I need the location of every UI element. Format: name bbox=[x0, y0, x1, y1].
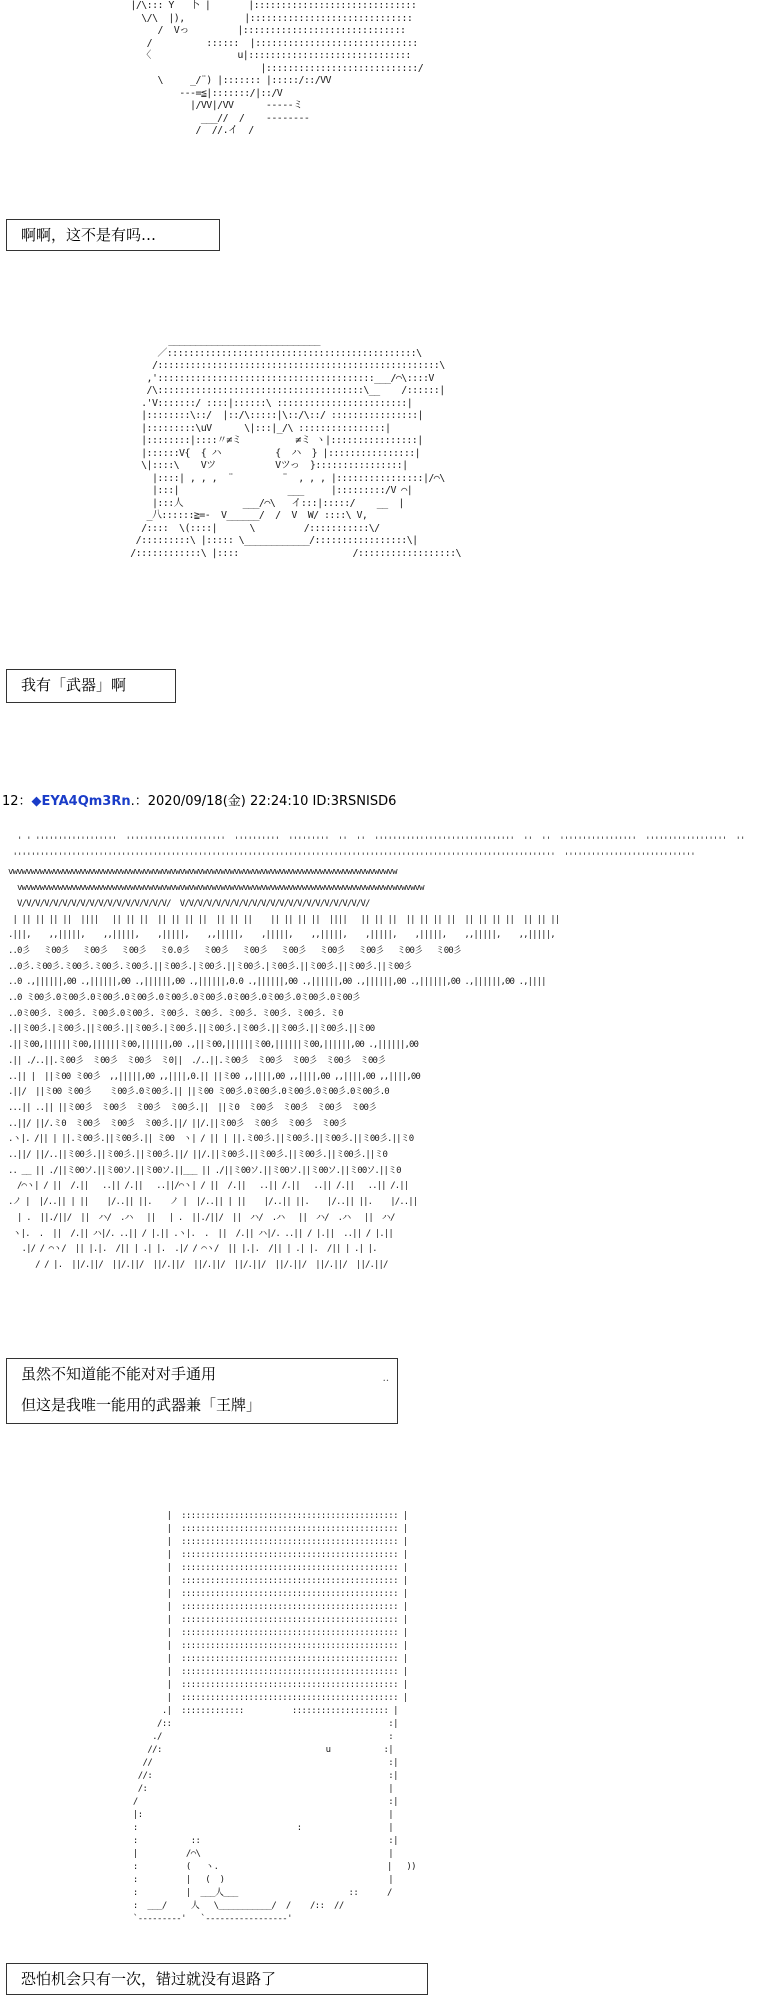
ascii-art-character: ____________________________ ／::::::::::::::::::::::::::::::::::::::::::::::\ /::::::::::::::::::::::::::::::::::::::::::::::::::::\ ,'::::::::::::::::::::::::::::::::::::::::___/⌒\::::V /\::::::::::::::::::::::::::::::::::::::\__ /::::::| .'V:::::::/ ::::|::::::\ ::::::::::::::::::::::::| |::::::::\::/ |::/\:::::|\::/\::/ ::::::::::::::::| |:::::::::\uV \|:::|_/\ ::::::::::::::::| |::::::::|::::〃≠ミ ≠ミ ヽ|::::::::::::::::| |::::::V{ { ハ { ハ } |::::::::::::::::| \|::::\ Vツ Vツっ }::::::::::::::::| |::::| , , , ¨ ¨ , , , |::::::::::::::::|/⌒\ |:::| ___ |:::::::::/V ⌒| |:::人 ___/⌒\ イ:::|:::::/ __ | _八::::::≧=- V______/ / V W/ ::::\ V, /:::: \(::::| \ /:::::::::::\/ /:::::::::\ |::::: \____________/:::::::::::::::::\| /::::::::::::\ |:::: /::::::::::::::::::\ bbox=[130, 335, 461, 559]
post-separator: .： bbox=[130, 794, 148, 809]
dialogue-text-3b: 但这是我唯一能用的武器兼「王牌」 bbox=[21, 1396, 262, 1414]
dialogue-text-3a: 虽然不知道能不能对对手通用 bbox=[21, 1365, 217, 1383]
ascii-art-bottom: | ::::::::::::::::::::::::::::::::::::::::::::: | | ::::::::::::::::::::::::::::::::::::::::::::: | | ::::::::::::::::::::::::::::::::::::::::::::: | | ::::::::::::::::::::::::::::::::::::::::::::: | | ::::::::::::::::::::::::::::::::::::::::::::: | | ::::::::::::::::::::::::::::::::::::::::::::: | | ::::::::::::::::::::::::::::::::::::::::::::: | | ::::::::::::::::::::::::::::::::::::::::::::: | | ::::::::::::::::::::::::::::::::::::::::::::: | | ::::::::::::::::::::::::::::::::::::::::::::: | | ::::::::::::::::::::::::::::::::::::::::::::: | | ::::::::::::::::::::::::::::::::::::::::::::: | | ::::::::::::::::::::::::::::::::::::::::::::: | | ::::::::::::::::::::::::::::::::::::::::::::: | | ::::::::::::::::::::::::::::::::::::::::::::: | .| ::::::::::::: :::::::::::::::::::: | /:: :| ./ : //: u :| // :| //: :| /: | / :| |: | : : | : :: :| | /⌒\ | : ( ヽ. | )) : | ( ) | : | ___人___ :: / : ___/ 人 \___________/ / /:: // `---------' `-----------------' bbox=[132, 1511, 416, 1924]
post-header bbox=[2, 790, 396, 809]
dialogue-text-1: 啊啊，这不是有吗… bbox=[21, 226, 157, 244]
trip-diamond-icon: ◆ bbox=[31, 794, 42, 809]
post-number: 12： bbox=[2, 794, 32, 809]
dialogue-box-4 bbox=[6, 1963, 428, 1995]
dialogue-box-2 bbox=[6, 669, 176, 703]
dialogue-box-3 bbox=[6, 1358, 398, 1424]
dialogue-box-1 bbox=[6, 219, 220, 251]
dialogue-dots: .. bbox=[382, 1373, 389, 1384]
dialogue-text-2: 我有「武器」啊 bbox=[21, 676, 127, 694]
poster-name[interactable]: EYA4Qm3Rn bbox=[41, 794, 131, 809]
dialogue-text-4: 恐怕机会只有一次，错过就没有退路了 bbox=[21, 1970, 277, 1988]
ascii-art-crowd: ' ' '''''''''''''''''' '''''''''''''''''''''' '''''''''' ''''''''' '' '' ''''''''''''''''''''''''''''''' '' '' ''''''''''''''''' '''''''''''''''''' '' '''''''''''''''''''''''''''''''''''''''''''''''''''''''''''''''''''''''''''''''''''''''''''''''''''''''''''''''''''''''' ''''''''''''''''''''''''''''' vwvwvwvwvwvwvwvwvwvwvwvwvwvwvwvwvwvwvwvwvwvwvwvwvwvwvwvwvwvwvwvwvwvwvwvwvwvwvwvwvwvwvw vwvwvwvwvwvwvwvwvwvwvwvwvwvwvwvwvwvwvwvwvwvwvwvwvwvwvwvwvwvwvwvwvwvwvwvwvwvwvwvwvwvwvwvwvw V/V/V/V/V/V/V/V/V/V/V/V/V/V/V/V/V/ V/V/V/V/V/V/V/V/V/V/V/V/V/V/V/V/V/V/V/V/V/ | || || || || |||| || || || || || || || || || || || || || || |||| || || || || || || || || || || || || || || .|||, ,,|||||, ,,|||||, ,|||||, ,,|||||, ,|||||, ,,|||||, ,|||||, ,|||||, ,,|||||, ,,|||||, ..0彡 ミ00彡 ミ00彡 ミ00彡 ミ0.0彡 ミ00彡 ミ00彡 ミ00彡 ミ00彡 ミ00彡 ミ00彡 ミ00彡 ..0彡.ミ00彡.ミ00彡.ミ00彡.ミ00彡.||ミ00彡.|ミ00彡.||ミ00彡.|ミ00彡.||ミ00彡.||ミ00彡.||ミ00彡 ..0 .,||||||,00 .,||||||,00 .,||||||,00 .,||||||,0.0 .,||||||,00 .,||||||,00 .,||||||,00 .,||||||,00 .,||||||,00 .,|||| ..0 ミ00彡.0ミ00彡.0ミ00彡.0ミ00彡.0ミ00彡.0ミ00彡.0ミ00彡.0ミ00彡.0ミ00彡.0ミ00彡 ..0ミ00彡. ミ00彡. ミ00彡.0ミ00彡. ミ00彡. ミ00彡. ミ00彡. ミ00彡. ミ00彡. ミ0 .||ミ00彡.|ミ00彡.||ミ00彡.||ミ00彡.|ミ00彡.||ミ00彡.|ミ00彡.||ミ00彡.||ミ00彡.||ミ00 .||ミ00,||||||ミ00,||||||ミ00,||||||,00 .,||ミ00,||||||ミ00,||||||ミ00,||||||,00 .,||||||,00 .|| ./..||.ミ00彡 ミ00彡 ミ00彡 ミ0|| ./..||.ミ00彡 ミ00彡 ミ00彡 ミ00彡 ミ00彡 ..|| | ||ミ00 ミ00彡 ,,|||||,00 ,,||||,0.|| ||ミ00 ,,||||,00 ,,||||,00 ,,||||,00 ,,||||,00 .||/ ||ミ00 ミ00彡 ミ00彡.0ミ00彡.|| ||ミ00 ミ00彡.0ミ00彡.0ミ00彡.0ミ00彡.0ミ00彡.0 ...|| ..|| ||ミ00彡 ミ00彡 ミ00彡 ミ00彡.|| ||ミ0 ミ00彡 ミ00彡 ミ00彡 ミ00彡 ..||/ ||/.ミ0 ミ00彡 ミ00彡 ミ00彡.||/ ||/.||ミ00彡 ミ00彡 ミ00彡 ミ00彡 .ヽ|. /|| | ||.ミ00彡.||ミ00彡.|| ミ00 ヽ| / || | ||.ミ00彡.||ミ00彡.||ミ00彡.||ミ00彡.||ミ0 ..||/ ||/..||ミ00彡.||ミ00彡.||ミ00彡.||/ ||/.||ミ00彡.||ミ00彡.||ミ00彡.||ミ00彡.||ミ0 .. __ || ./||ミ00ソ.||ミ00ソ.||ミ00ソ.||___ || ./||ミ00ソ.||ミ00ソ.||ミ00ソ.||ミ00ソ.||ミ0 /⌒ヽ| / || /.|| ..|| /.|| ..||/⌒ヽ| / || /.|| ..|| /.|| ..|| /.|| ..|| /.|| .ノ | |/..|| | || |/..|| ||. ノ | |/..|| | || |/..|| ||. |/..|| ||. |/..|| | . ||./||/ || ハ/ .ハ || | . ||./||/ || ハ/ .ハ || ハ/ .ハ || ハ/ ヽ|. . || /.|| ハ|/. ..|| / |.|| .ヽ|. . || /.|| ハ|/. ..|| / |.|| ..|| / |.|| .|/ / ⌒ヽ/ || |.|. /|| | .| |. .|/ / ⌒ヽ/ || |.|. /|| | .| |. /|| | .| |. / / |. ||/.||/ ||/.||/ ||/.||/ ||/.||/ ||/.||/ ||/.||/ ||/.||/ ||/.||/ bbox=[8, 836, 745, 1270]
ascii-art-top: |/\::: Y 卜 | |:::::::::::::::::::::::::::::: \/\ |), |:::::::::::::::::::::::::::::: / Vっ |:::::::::::::::::::::::::::::: / :::::: |:::::::::::::::::::::::::::::: 〈 u|:::::::::::::::::::::::::::::: |::::::::::::::::::::::::::::/ \ _/¨) |::::::: |:::::/::/VV ---=≦|:::::::/|::/V |/VV|/VV -----ミ ___// / -------- / //.イ / bbox=[130, 0, 424, 136]
post-date-id: 2020/09/18(金) 22:24:10 ID:3RSNISD6 bbox=[147, 794, 397, 809]
